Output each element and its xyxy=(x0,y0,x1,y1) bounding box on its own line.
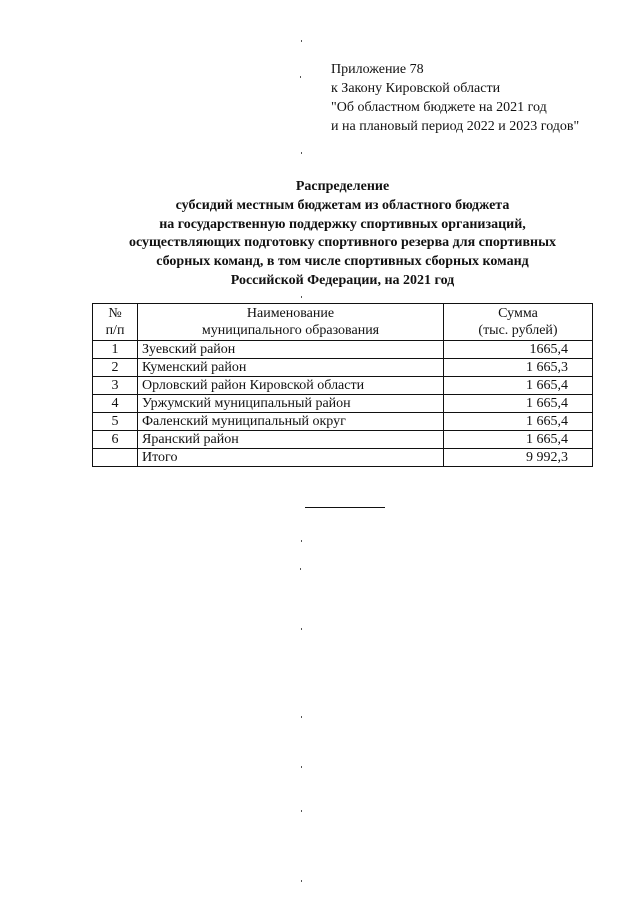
table-row xyxy=(93,377,593,395)
scan-speck xyxy=(300,568,301,570)
header-municipality xyxy=(138,304,444,341)
header-municipality-line: муниципального образования xyxy=(201,323,380,338)
row-municipality: Фаленский муниципальный округ xyxy=(138,413,444,431)
table-row xyxy=(93,359,593,377)
appendix-header xyxy=(331,60,579,136)
table-total-row xyxy=(93,449,593,467)
scan-speck xyxy=(301,40,302,42)
subsidy-table xyxy=(92,303,593,467)
table-row xyxy=(93,341,593,359)
title-line: осуществляющих подготовку спортивного резерва для спортивных xyxy=(128,235,557,251)
table-row xyxy=(93,431,593,449)
table-row xyxy=(93,395,593,413)
row-municipality: Куменский район xyxy=(138,359,444,377)
table-row xyxy=(93,413,593,431)
scan-speck xyxy=(301,766,302,768)
row-sum: 1 665,4 xyxy=(444,413,593,431)
header-sum xyxy=(444,304,593,341)
row-municipality: Орловский район Кировской области xyxy=(138,377,444,395)
row-sum: 1 665,4 xyxy=(444,377,593,395)
header-number-line: п/п xyxy=(105,323,125,338)
scan-speck xyxy=(301,628,302,630)
appendix-line: Приложение 78 xyxy=(331,62,424,77)
scan-speck xyxy=(301,810,302,812)
scan-speck xyxy=(301,880,302,882)
scan-speck xyxy=(301,296,302,298)
header-sum-line: Сумма xyxy=(498,306,538,321)
table-header-row xyxy=(93,304,593,341)
title-line: на государственную поддержку спортивных организаций, xyxy=(159,216,526,232)
row-municipality: Яранский район xyxy=(138,431,444,449)
title-line: субсидий местным бюджетам из областного бюджета xyxy=(175,197,510,213)
row-number: 5 xyxy=(93,413,138,431)
scan-speck xyxy=(300,76,301,78)
row-number: 6 xyxy=(93,431,138,449)
total-sum: 9 992,3 xyxy=(444,449,593,467)
header-sum-line: (тыс. рублей) xyxy=(478,323,558,338)
appendix-line: к Закону Кировской области xyxy=(331,81,501,96)
row-sum: 1665,4 xyxy=(444,341,593,359)
row-number: 1 xyxy=(93,341,138,359)
document-title xyxy=(60,178,625,291)
title-line: Российской Федерации, на 2021 год xyxy=(230,272,455,288)
closing-rule xyxy=(305,507,385,508)
total-label: Итого xyxy=(138,449,444,467)
row-number: 4 xyxy=(93,395,138,413)
header-number xyxy=(93,304,138,341)
scan-speck xyxy=(301,716,302,718)
row-number: 2 xyxy=(93,359,138,377)
title-line: Распределение xyxy=(295,179,390,194)
row-number: 3 xyxy=(93,377,138,395)
title-line: сборных команд, в том числе спортивных сборных команд xyxy=(156,254,529,270)
row-municipality: Зуевский район xyxy=(138,341,444,359)
row-sum: 1 665,3 xyxy=(444,359,593,377)
header-municipality-line: Наименование xyxy=(246,306,335,321)
scan-speck xyxy=(301,152,302,154)
appendix-line: "Об областном бюджете на 2021 год xyxy=(331,100,547,115)
row-sum: 1 665,4 xyxy=(444,395,593,413)
row-municipality: Уржумский муниципальный район xyxy=(138,395,444,413)
scan-speck xyxy=(301,540,302,542)
total-number xyxy=(93,449,138,467)
header-number-line: № xyxy=(108,306,122,321)
row-sum: 1 665,4 xyxy=(444,431,593,449)
appendix-line: и на плановый период 2022 и 2023 годов" xyxy=(331,119,580,134)
